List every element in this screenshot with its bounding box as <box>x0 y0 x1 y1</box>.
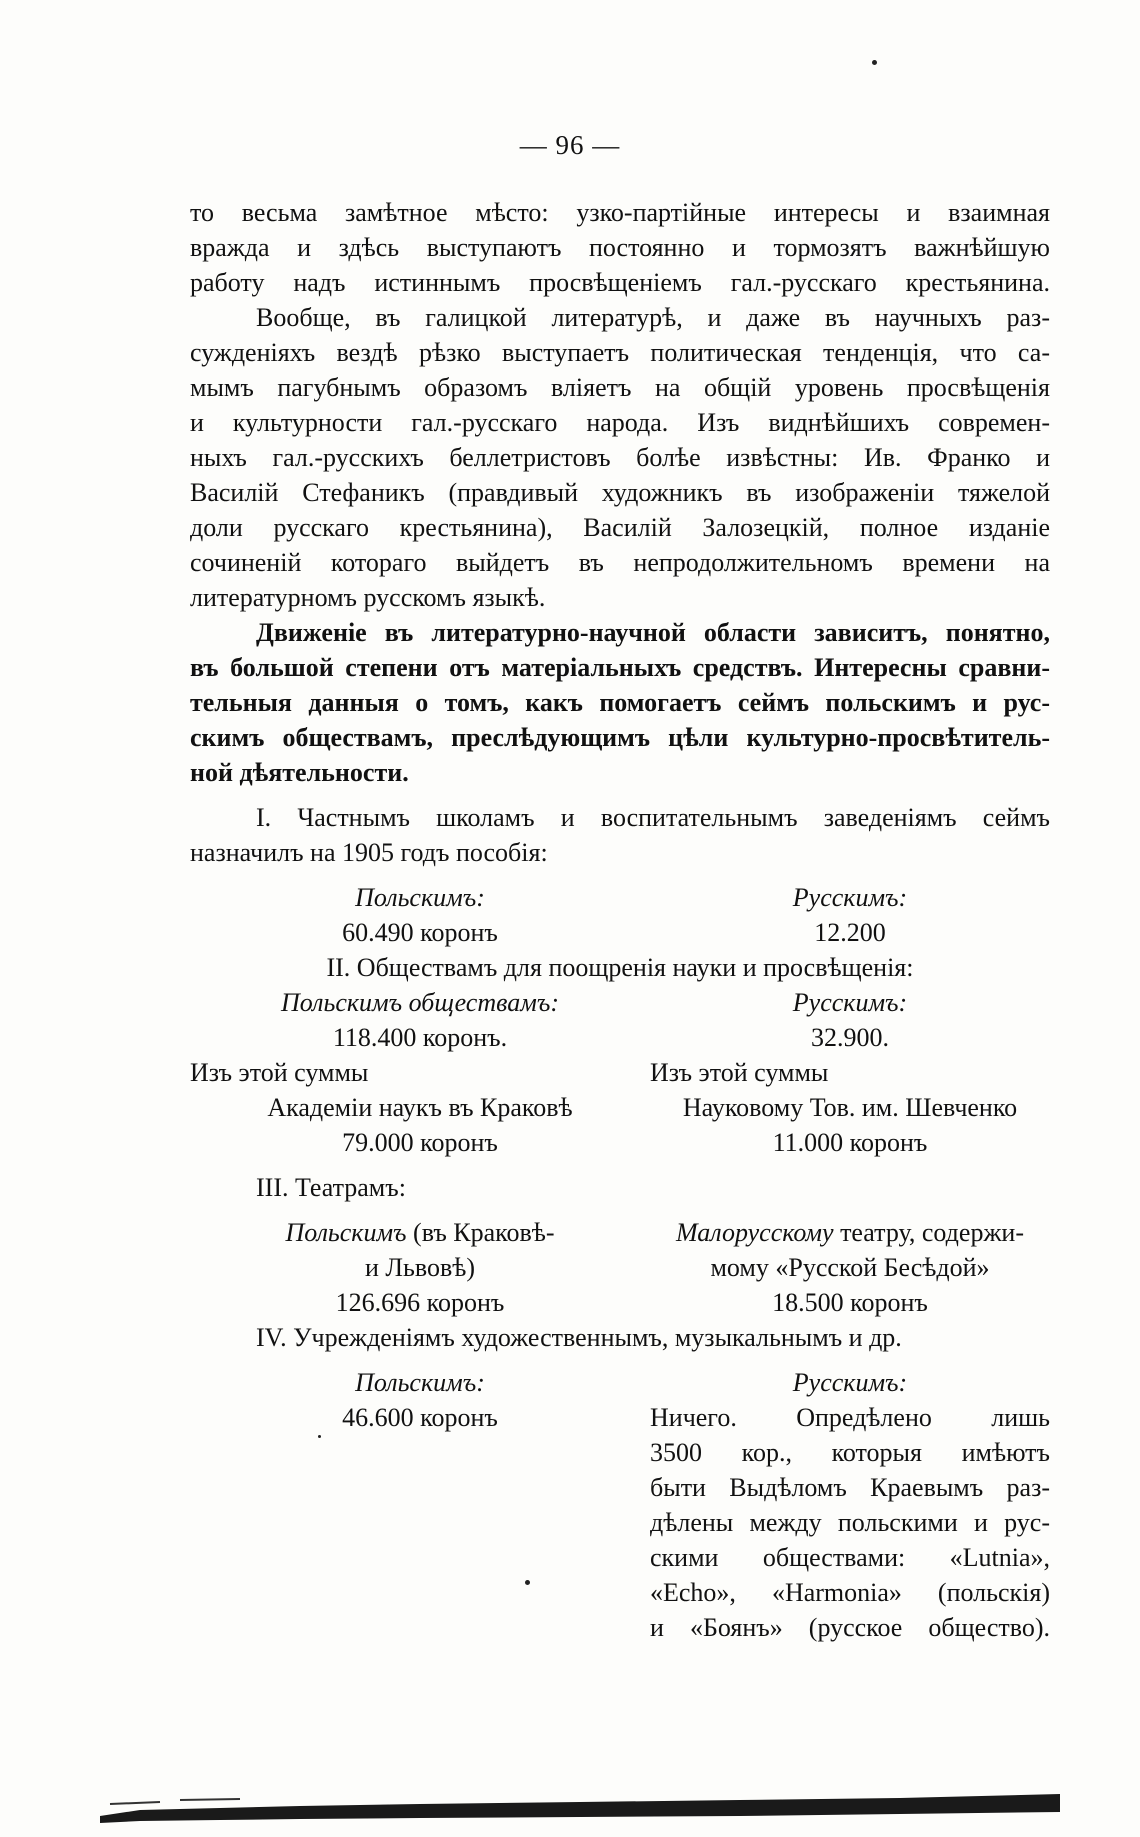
polish-line-2: и Львовѣ) <box>364 1253 476 1282</box>
polish-sub-amount: 79.000 коронъ <box>342 1128 498 1157</box>
russian-text-line: быти Выдѣломъ Краевымъ раз- <box>650 1473 1050 1502</box>
section-1-heading: I. Частнымъ школамъ и воспитательнымъ заведеніямъ сеймъ <box>256 803 1050 832</box>
polish-label: Польскимъ <box>285 1218 407 1247</box>
section-4-heading: IV. Учрежденіямъ художественнымъ, музыкальнымъ и др. <box>256 1323 902 1352</box>
paragraph-1 <box>190 195 1050 300</box>
russian-sub-target: Науковому Тов. им. Шевченко <box>682 1093 1018 1122</box>
russian-sub-amount: 11.000 коронъ <box>772 1128 928 1157</box>
section-2-heading: II. Обществамъ для поощренія науки и просвѣщенія: <box>326 953 914 982</box>
polish-column <box>190 985 650 1160</box>
text-line: Движеніе въ литературно-научной области зависитъ, понятно, <box>256 618 1050 647</box>
polish-label: Польскимъ: <box>355 883 485 912</box>
print-speck <box>525 1580 530 1585</box>
polish-amount: 60.490 коронъ <box>342 918 498 947</box>
russian-line-2: мому «Русской Бесѣдой» <box>710 1253 990 1282</box>
text-line: скимъ обществамъ, преслѣдующимъ цѣли культурно-просвѣтитель- <box>190 723 1050 752</box>
text-line: Василій Стефаникъ (правдивый художникъ въ изображеніи тяжелой <box>190 478 1050 507</box>
polish-sub-target: Академіи наукъ въ Краковѣ <box>267 1093 573 1122</box>
polish-sub-intro: Изъ этой суммы <box>190 1058 369 1087</box>
russian-text-line: Ничего. Опредѣлено лишь <box>650 1403 1050 1432</box>
russian-label: Русскимъ: <box>792 988 908 1017</box>
polish-label: Польскимъ: <box>355 1368 485 1397</box>
text-line: ныхъ гал.-русскихъ беллетристовъ болѣе извѣстны: Ив. Франко и <box>190 443 1050 472</box>
russian-label: Русскимъ: <box>792 883 908 912</box>
polish-column <box>190 1215 650 1320</box>
polish-amount: 126.696 коронъ <box>335 1288 505 1317</box>
text-line: сужденіяхъ вездѣ рѣзко выступаетъ политическая тенденція, что са- <box>190 338 1050 367</box>
russian-text-line: и «Боянъ» (русское общество). <box>650 1613 1050 1642</box>
section-4-columns <box>190 1365 1050 1645</box>
russian-text-line: «Echo», «Harmonia» (польскія) <box>650 1578 1050 1607</box>
polish-label: Польскимъ обществамъ: <box>281 988 559 1017</box>
paragraph-2 <box>190 300 1050 615</box>
text-line: то весьма замѣтное мѣсто: узко-партійные интересы и взаимная <box>190 198 1050 227</box>
section-1-heading-cont: назначилъ на 1905 годъ пособія: <box>190 838 548 867</box>
polish-column <box>190 880 650 950</box>
russian-line-1 <box>650 1215 1050 1250</box>
section-3-heading: III. Театрамъ: <box>256 1173 406 1202</box>
section-1 <box>190 800 1050 950</box>
russian-column <box>650 985 1050 1160</box>
text-line: въ большой степени отъ матеріальныхъ средствъ. Интересны сравни- <box>190 653 1050 682</box>
russian-amount: 12.200 <box>814 918 886 947</box>
text-body <box>190 195 1050 1645</box>
russian-label: Русскимъ: <box>792 1368 908 1397</box>
section-2 <box>190 950 1050 1160</box>
text-line: и культурности гал.-русскаго народа. Изъ виднѣйшихъ современ- <box>190 408 1050 437</box>
russian-column <box>650 1215 1050 1320</box>
text-line: работу надъ истиннымъ просвѣщеніемъ гал.-русскаго крестьянина. <box>190 268 1050 297</box>
text-line: вражда и здѣсь выступаютъ постоянно и тормозятъ важнѣйшую <box>190 233 1050 262</box>
page-number: — 96 — <box>519 130 621 160</box>
text-line: доли русскаго крестьянина), Василій Залозецкій, полное изданіе <box>190 513 1050 542</box>
section-1-columns <box>190 880 1050 950</box>
russian-text-line: скими обществами: «Lutnia», <box>650 1543 1050 1572</box>
section-2-columns <box>190 985 1050 1160</box>
polish-amount: 118.400 коронъ. <box>332 1023 508 1052</box>
text-line: Вообще, въ галицкой литературѣ, и даже въ научныхъ раз- <box>256 303 1050 332</box>
russian-text-line: дѣлены между польскими и рус- <box>650 1508 1050 1537</box>
bottom-print-rule <box>100 1790 1060 1824</box>
polish-column <box>190 1365 650 1645</box>
russian-column <box>650 1365 1050 1645</box>
print-speck <box>872 60 877 65</box>
print-speck <box>318 1435 321 1438</box>
russian-text-line: 3500 кор., которыя имѣютъ <box>650 1438 1050 1467</box>
text-line: мымъ пагубнымъ образомъ вліяетъ на общій уровень просвѣщенія <box>190 373 1050 402</box>
russian-line-1-rest: театру, содержи- <box>833 1218 1024 1247</box>
russian-label: Малорусскому <box>676 1218 834 1247</box>
section-4 <box>190 1320 1050 1645</box>
text-line: сочиненій котораго выйдетъ въ непродолжительномъ времени на <box>190 548 1050 577</box>
paragraph-3 <box>190 615 1050 790</box>
russian-sub-intro: Изъ этой суммы <box>650 1058 829 1087</box>
polish-line-1-rest: (въ Краковѣ- <box>406 1218 555 1247</box>
polish-amount: 46.600 коронъ <box>342 1403 498 1432</box>
russian-amount: 18.500 коронъ <box>772 1288 928 1317</box>
text-line: литературномъ русскомъ языкѣ. <box>190 583 546 612</box>
section-3 <box>190 1170 1050 1320</box>
russian-column <box>650 880 1050 950</box>
text-line: тельныя данныя о томъ, какъ помогаетъ сеймъ польскимъ и рус- <box>190 688 1050 717</box>
russian-amount: 32.900. <box>811 1023 889 1052</box>
text-line: ной дѣятельности. <box>190 758 409 787</box>
polish-line-1 <box>190 1215 650 1250</box>
section-3-columns <box>190 1215 1050 1320</box>
